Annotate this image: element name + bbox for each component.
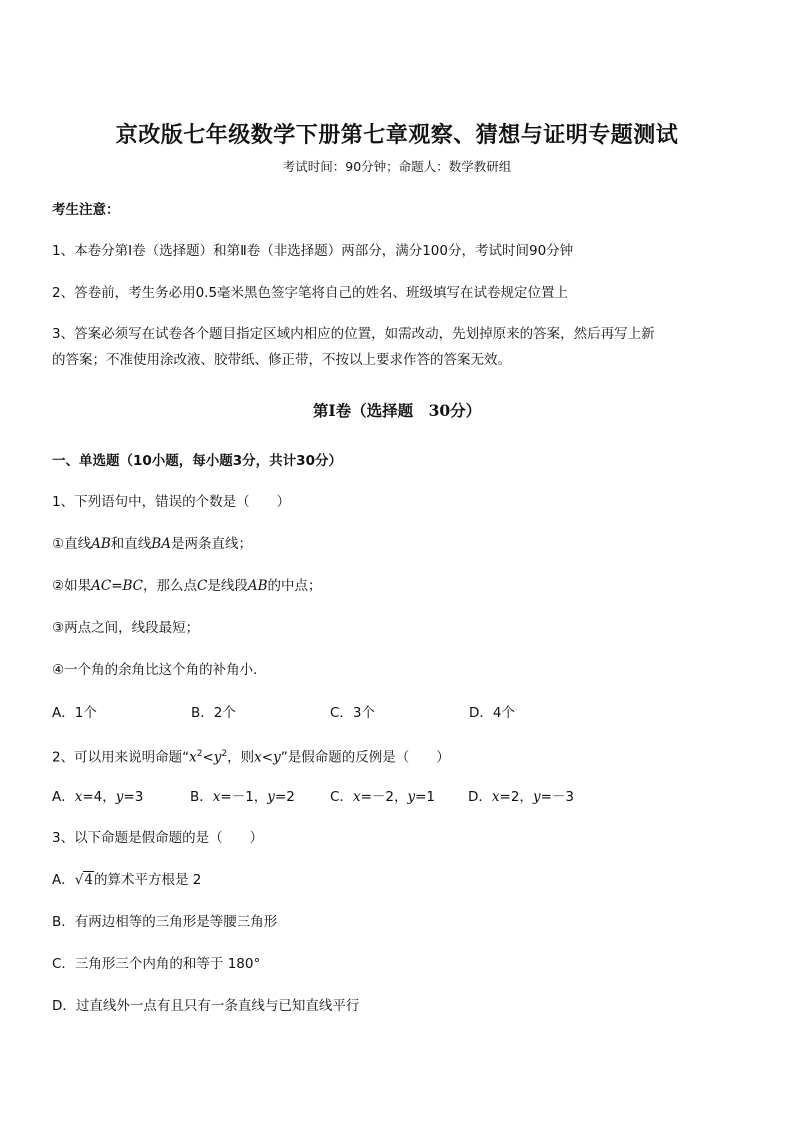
q3-option-d[interactable]: D．过直线外一点有且只有一条直线与已知直线平行 xyxy=(52,998,360,1014)
q2-option-a[interactable]: A．x=4，y=3 xyxy=(52,789,144,805)
q3-stem: 3、以下命题是假命题的是（ ） xyxy=(52,830,264,846)
exam-info: 考试时间：90分钟；命题人：数学教研组 xyxy=(282,159,512,174)
notice-heading: 考生注意： xyxy=(52,202,120,218)
q3-option-a[interactable]: A．√4的算术平方根是 2 xyxy=(52,872,202,888)
q1-option-c[interactable]: C．3个 xyxy=(330,705,376,721)
q1-statement-1: ①直线AB和直线BA是两条直线； xyxy=(52,536,252,552)
q3-option-c[interactable]: C．三角形三个内角的和等于 180° xyxy=(52,956,261,972)
notice-item-2: 2、答卷前，考生务必用0.5毫米黑色签字笔将自己的姓名、班级填写在试卷规定位置上 xyxy=(52,285,569,301)
notice-item-1: 1、本卷分第Ⅰ卷（选择题）和第Ⅱ卷（非选择题）两部分，满分100分，考试时间90分钟 xyxy=(52,243,574,259)
q1-option-a[interactable]: A．1个 xyxy=(52,705,97,721)
q1-statement-3: ③两点之间，线段最短； xyxy=(52,620,200,636)
q1-stem: 1、下列语句中，错误的个数是（ ） xyxy=(52,494,291,510)
q2-stem: 2、可以用来说明命题“$x^2<y^2$，则x<y”是假命题的反例是（ ） xyxy=(52,749,450,766)
q1-options xyxy=(52,703,515,723)
part-heading: 一、单选题（10小题，每小题3分，共计30分） xyxy=(52,453,342,469)
q2-option-b[interactable]: B．x=－1，y=2 xyxy=(190,789,295,805)
q1-statement-2: ②如果AC=BC，那么点C是线段AB的中点； xyxy=(52,578,322,594)
q1-option-d[interactable]: D．4个 xyxy=(469,705,515,721)
q1-option-b[interactable]: B．2个 xyxy=(191,705,236,721)
section-title: 第Ⅰ卷（选择题 30分） xyxy=(312,401,482,420)
q2-option-d[interactable]: D．x=2，y=－3 xyxy=(468,789,574,805)
q3-option-b[interactable]: B．有两边相等的三角形是等腰三角形 xyxy=(52,914,278,930)
notice-item-3-cont: 的答案；不准使用涂改液、胶带纸、修正带，不按以上要求作答的答案无效。 xyxy=(52,352,511,368)
notice-item-3: 3、答案必须写在试卷各个题目指定区域内相应的位置，如需改动，先划掉原来的答案，然后再写上新 xyxy=(52,326,655,342)
page-title: 京改版七年级数学下册第七章观察、猜想与证明专题测试 xyxy=(115,122,679,148)
q2-options xyxy=(52,787,574,807)
q1-statement-4: ④一个角的余角比这个角的补角小． xyxy=(52,662,267,678)
q2-option-c[interactable]: C．x=－2，y=1 xyxy=(330,789,436,805)
sqrt-symbol: √4 xyxy=(74,872,93,888)
